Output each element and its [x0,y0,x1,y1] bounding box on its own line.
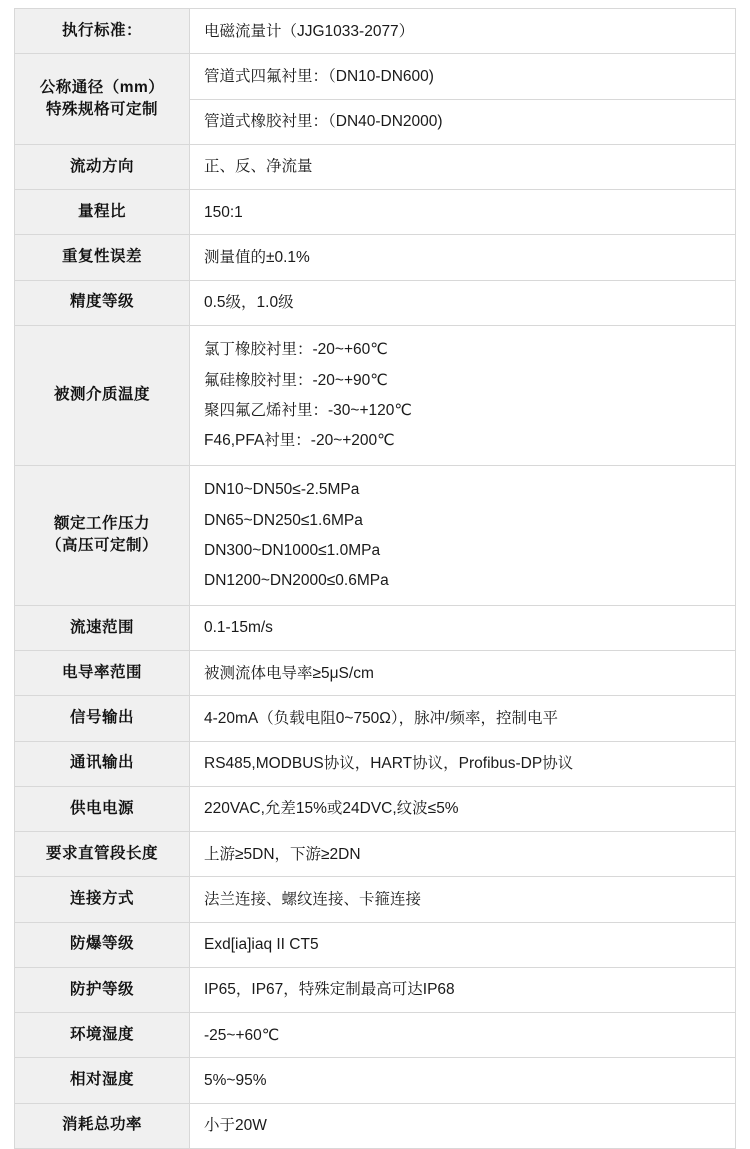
value-line: 聚四氟乙烯衬里：-30~+120℃ [204,401,412,419]
table-row [15,651,736,696]
row-label [15,605,190,650]
row-label-line: （高压可定制） [45,537,158,555]
row-value [190,651,736,696]
row-value [190,280,736,325]
value-line: 220VAC,允差15%或24DVC,纹波≤5% [204,800,459,818]
row-label [15,144,190,189]
row-label-line: 信号输出 [69,709,134,727]
value-line: RS485,MODBUS协议，HART协议，Profibus-DP协议 [204,755,574,772]
value-line: 管道式橡胶衬里：（DN40-DN2000) [204,113,443,130]
table-row [15,325,736,465]
value-line: DN10~DN50≤-2.5MPa [204,481,360,499]
value-line: 150:1 [204,203,243,221]
table-row [15,54,736,99]
row-label [15,651,190,696]
value-line: 正、反、净流量 [204,158,313,176]
value-line: -25~+60℃ [204,1026,280,1044]
specifications-table [14,8,736,1149]
row-label-line: 连接方式 [69,890,134,908]
row-label [15,190,190,235]
row-label [15,54,190,145]
table-row [15,967,736,1012]
row-label-line: 电导率范围 [61,663,142,681]
row-value [190,922,736,967]
row-value [190,696,736,741]
row-label-line: 要求直管段长度 [45,844,158,862]
row-value [190,99,736,144]
row-label-line: 特殊规格可定制 [45,101,158,118]
row-value [190,605,736,650]
row-value [190,144,736,189]
value-line: 4-20mA（负载电阻0~750Ω），脉冲/频率，控制电平 [204,709,558,727]
row-value [190,54,736,99]
row-label [15,786,190,831]
value-line: DN1200~DN2000≤0.6MPa [204,572,389,589]
row-value [190,1058,736,1103]
row-label [15,9,190,54]
row-label [15,922,190,967]
row-label [15,1103,190,1148]
table-row [15,144,736,189]
row-label [15,280,190,325]
row-value [190,325,736,465]
row-label [15,696,190,741]
table-row [15,877,736,922]
value-line: DN65~DN250≤1.6MPa [204,511,363,529]
row-label [15,832,190,877]
value-line: 5%~95% [204,1071,267,1089]
table-row [15,605,736,650]
table-row [15,1013,736,1058]
row-label-line: 执行标准： [61,21,142,39]
table-row [15,696,736,741]
row-label [15,235,190,280]
table-row [15,280,736,325]
row-label-line: 防爆等级 [69,935,134,953]
row-label [15,877,190,922]
row-value [190,1103,736,1148]
row-label-line: 供电电源 [69,799,134,817]
value-line: 管道式四氟衬里：（DN10-DN600) [204,67,434,85]
row-label [15,325,190,465]
table-row [15,235,736,280]
row-label-line: 公称通径（mm） [39,78,165,96]
row-label [15,1013,190,1058]
value-line: 0.5级，1.0级 [204,294,294,311]
table-row [15,832,736,877]
value-line: Exd[ia]iaq II CT5 [204,936,319,953]
value-line: DN300~DN1000≤1.0MPa [204,541,381,559]
value-line: 0.1-15m/s [204,619,273,637]
table-row [15,190,736,235]
table-row [15,1103,736,1148]
row-label [15,465,190,605]
value-line: 法兰连接、螺纹连接、卡箍连接 [204,890,422,908]
row-value [190,465,736,605]
row-label-line: 流速范围 [69,618,134,636]
row-label-line: 额定工作压力 [53,514,150,532]
table-row [15,741,736,786]
row-label-line: 通讯输出 [69,754,134,772]
table-row [15,786,736,831]
row-label-line: 重复性误差 [61,248,142,266]
value-line: 上游≥5DN，下游≥2DN [204,845,361,863]
value-line: F46,PFA衬里：-20~+200℃ [204,432,395,449]
value-line: 电磁流量计（JJG1033-2077） [204,22,415,40]
value-line: 氯丁橡胶衬里：-20~+60℃ [204,341,388,359]
row-value [190,877,736,922]
row-value [190,235,736,280]
row-value [190,786,736,831]
row-label-line: 量程比 [77,202,126,220]
value-line: 被测流体电导率≥5μS/cm [204,664,374,682]
row-value [190,967,736,1012]
table-row [15,465,736,605]
row-label [15,967,190,1012]
row-label-line: 环境湿度 [69,1025,134,1043]
value-line: 小于20W [204,1117,267,1134]
row-label-line: 相对湿度 [69,1071,134,1089]
row-label [15,1058,190,1103]
row-value [190,741,736,786]
table-row [15,1058,736,1103]
value-line: 氟硅橡胶衬里：-20~+90℃ [204,371,388,389]
row-label-line: 消耗总功率 [61,1116,142,1134]
table-row [15,922,736,967]
table-row [15,9,736,54]
row-value [190,190,736,235]
row-value [190,832,736,877]
value-line: IP65，IP67，特殊定制最高可达IP68 [204,981,455,999]
row-value [190,9,736,54]
row-label-line: 流动方向 [69,157,134,175]
row-label-line: 防护等级 [69,980,134,998]
value-line: 测量值的±0.1% [204,248,310,266]
row-label [15,741,190,786]
table-body [15,9,736,1149]
row-value [190,1013,736,1058]
row-label-line: 精度等级 [69,293,134,311]
row-label-line: 被测介质温度 [53,386,150,404]
